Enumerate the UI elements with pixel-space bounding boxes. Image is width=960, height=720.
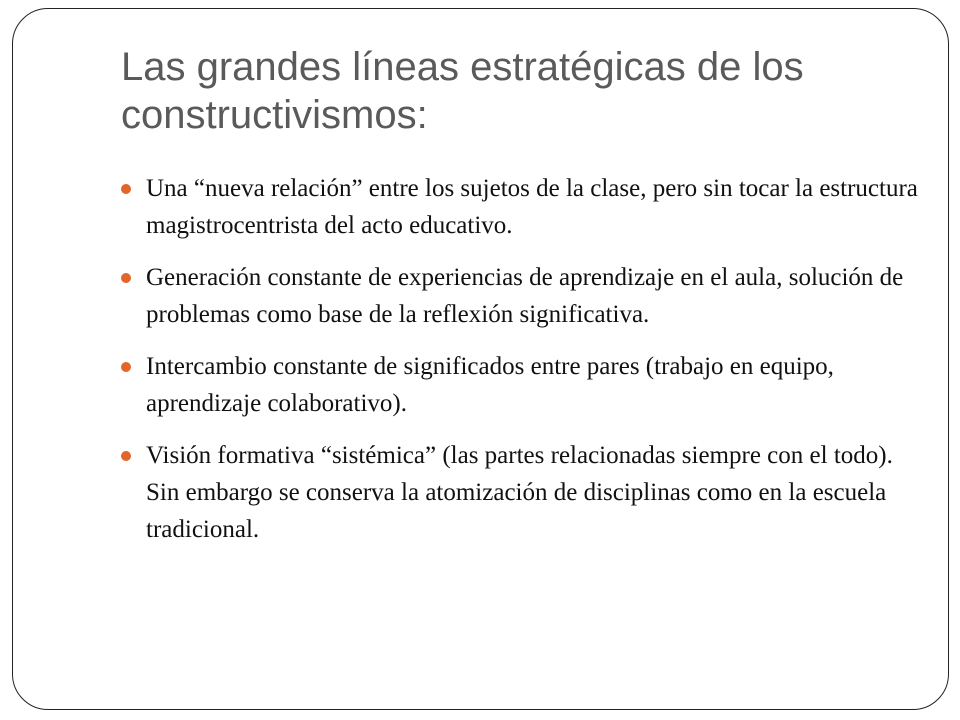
bullet-item (121, 348, 921, 422)
bullet-text: Una “nueva relación” entre los sujetos de la clase, pero sin tocar la estructura magistrocentrista del acto educativo. (146, 175, 918, 239)
bullet-dot-icon (121, 451, 131, 461)
bullet-list (121, 170, 921, 563)
slide-frame (12, 8, 949, 710)
bullet-dot-icon (121, 362, 131, 372)
bullet-text: Visión formativa “sistémica” (las partes relacionadas siempre con el todo). Sin embargo se conserva la atomización de disciplinas como en la escuela tradicional. (146, 442, 893, 543)
bullet-dot-icon (121, 184, 131, 194)
bullet-item (121, 170, 921, 244)
bullet-text: Generación constante de experiencias de aprendizaje en el aula, solución de problemas como base de la reflexión significativa. (146, 264, 904, 328)
bullet-item (121, 259, 921, 333)
bullet-dot-icon (121, 273, 131, 283)
slide-title: Las grandes líneas estratégicas de los constructivismos: (121, 45, 804, 137)
bullet-item (121, 437, 921, 548)
bullet-text: Intercambio constante de significados entre pares (trabajo en equipo, aprendizaje colaborativo). (146, 353, 834, 417)
